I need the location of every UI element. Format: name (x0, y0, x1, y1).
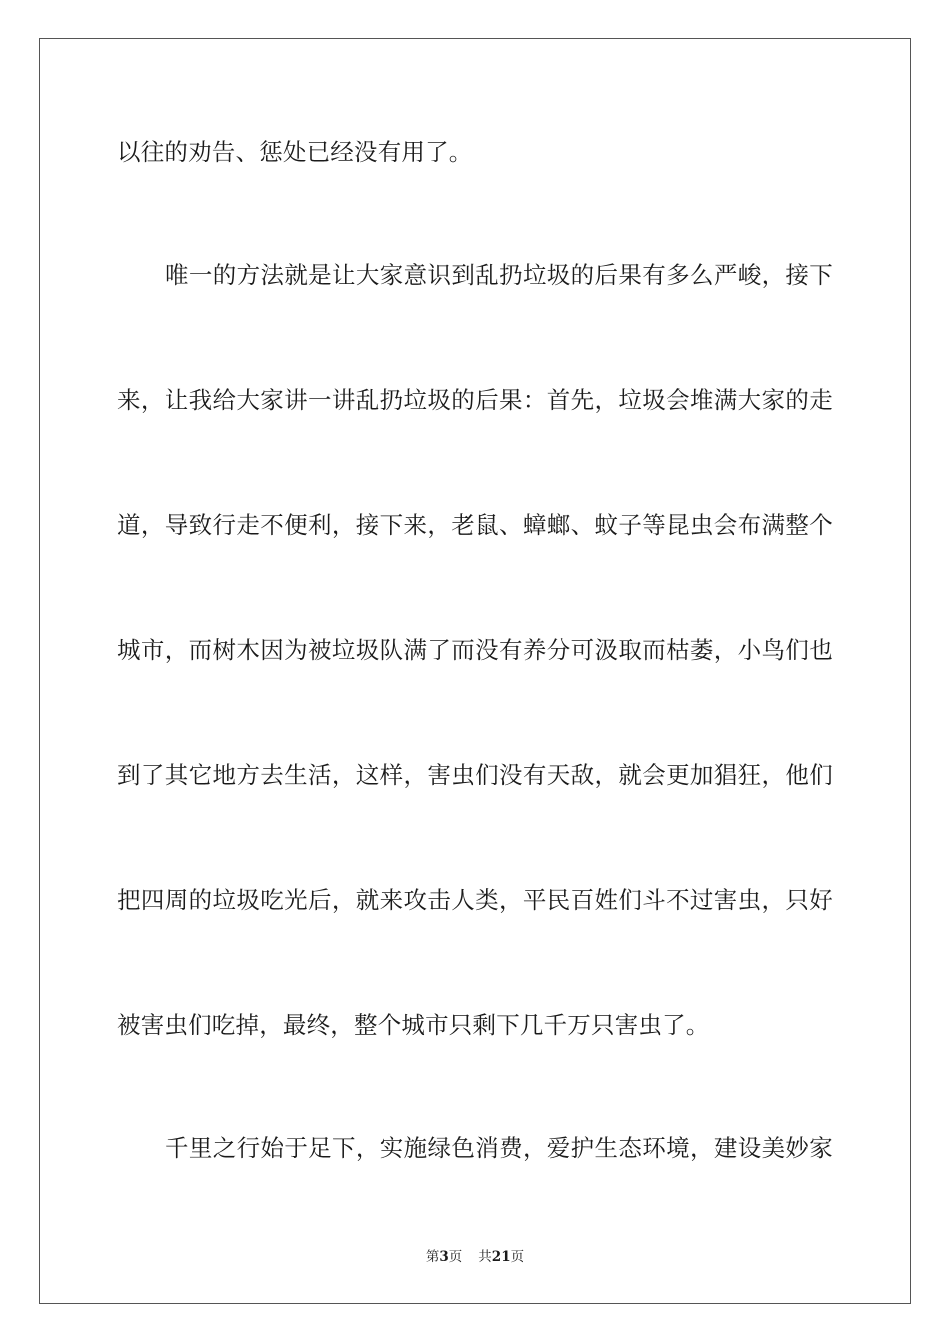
paragraph-line: 被害虫们吃掉，最终，整个城市只剩下几千万只害虫了。 (117, 1011, 710, 1039)
paragraph-line: 千里之行始于足下，实施绿色消费，爱护生态环境，建设美妙家 (165, 1134, 833, 1162)
page-number: 3 (439, 1249, 449, 1265)
paragraph-line: 道，导致行走不便利，接下来，老鼠、蟑螂、蚊子等昆虫会布满整个 (117, 511, 833, 539)
page-label-prefix: 第 (425, 1249, 440, 1265)
total-label-suffix: 页 (510, 1249, 525, 1265)
page-label-suffix: 页 (448, 1249, 463, 1265)
paragraph-line: 城市，而树木因为被垃圾队满了而没有养分可汲取而枯萎，小鸟们也 (117, 636, 833, 664)
page-footer (0, 1248, 950, 1266)
paragraph-line: 把四周的垃圾吃光后，就来攻击人类，平民百姓们斗不过害虫，只好 (117, 886, 833, 914)
paragraph-line: 来，让我给大家讲一讲乱扔垃圾的后果：首先，垃圾会堆满大家的走 (117, 386, 833, 414)
total-label-prefix: 共 (478, 1249, 492, 1265)
paragraph-line: 唯一的方法就是让大家意识到乱扔垃圾的后果有多么严峻，接下 (165, 261, 833, 289)
paragraph-line: 到了其它地方去生活，这样，害虫们没有天敌，就会更加猖狂，他们 (117, 761, 833, 789)
total-pages: 21 (491, 1249, 511, 1265)
paragraph-line: 以往的劝告、惩处已经没有用了。 (117, 138, 473, 166)
page-border (39, 38, 911, 1304)
